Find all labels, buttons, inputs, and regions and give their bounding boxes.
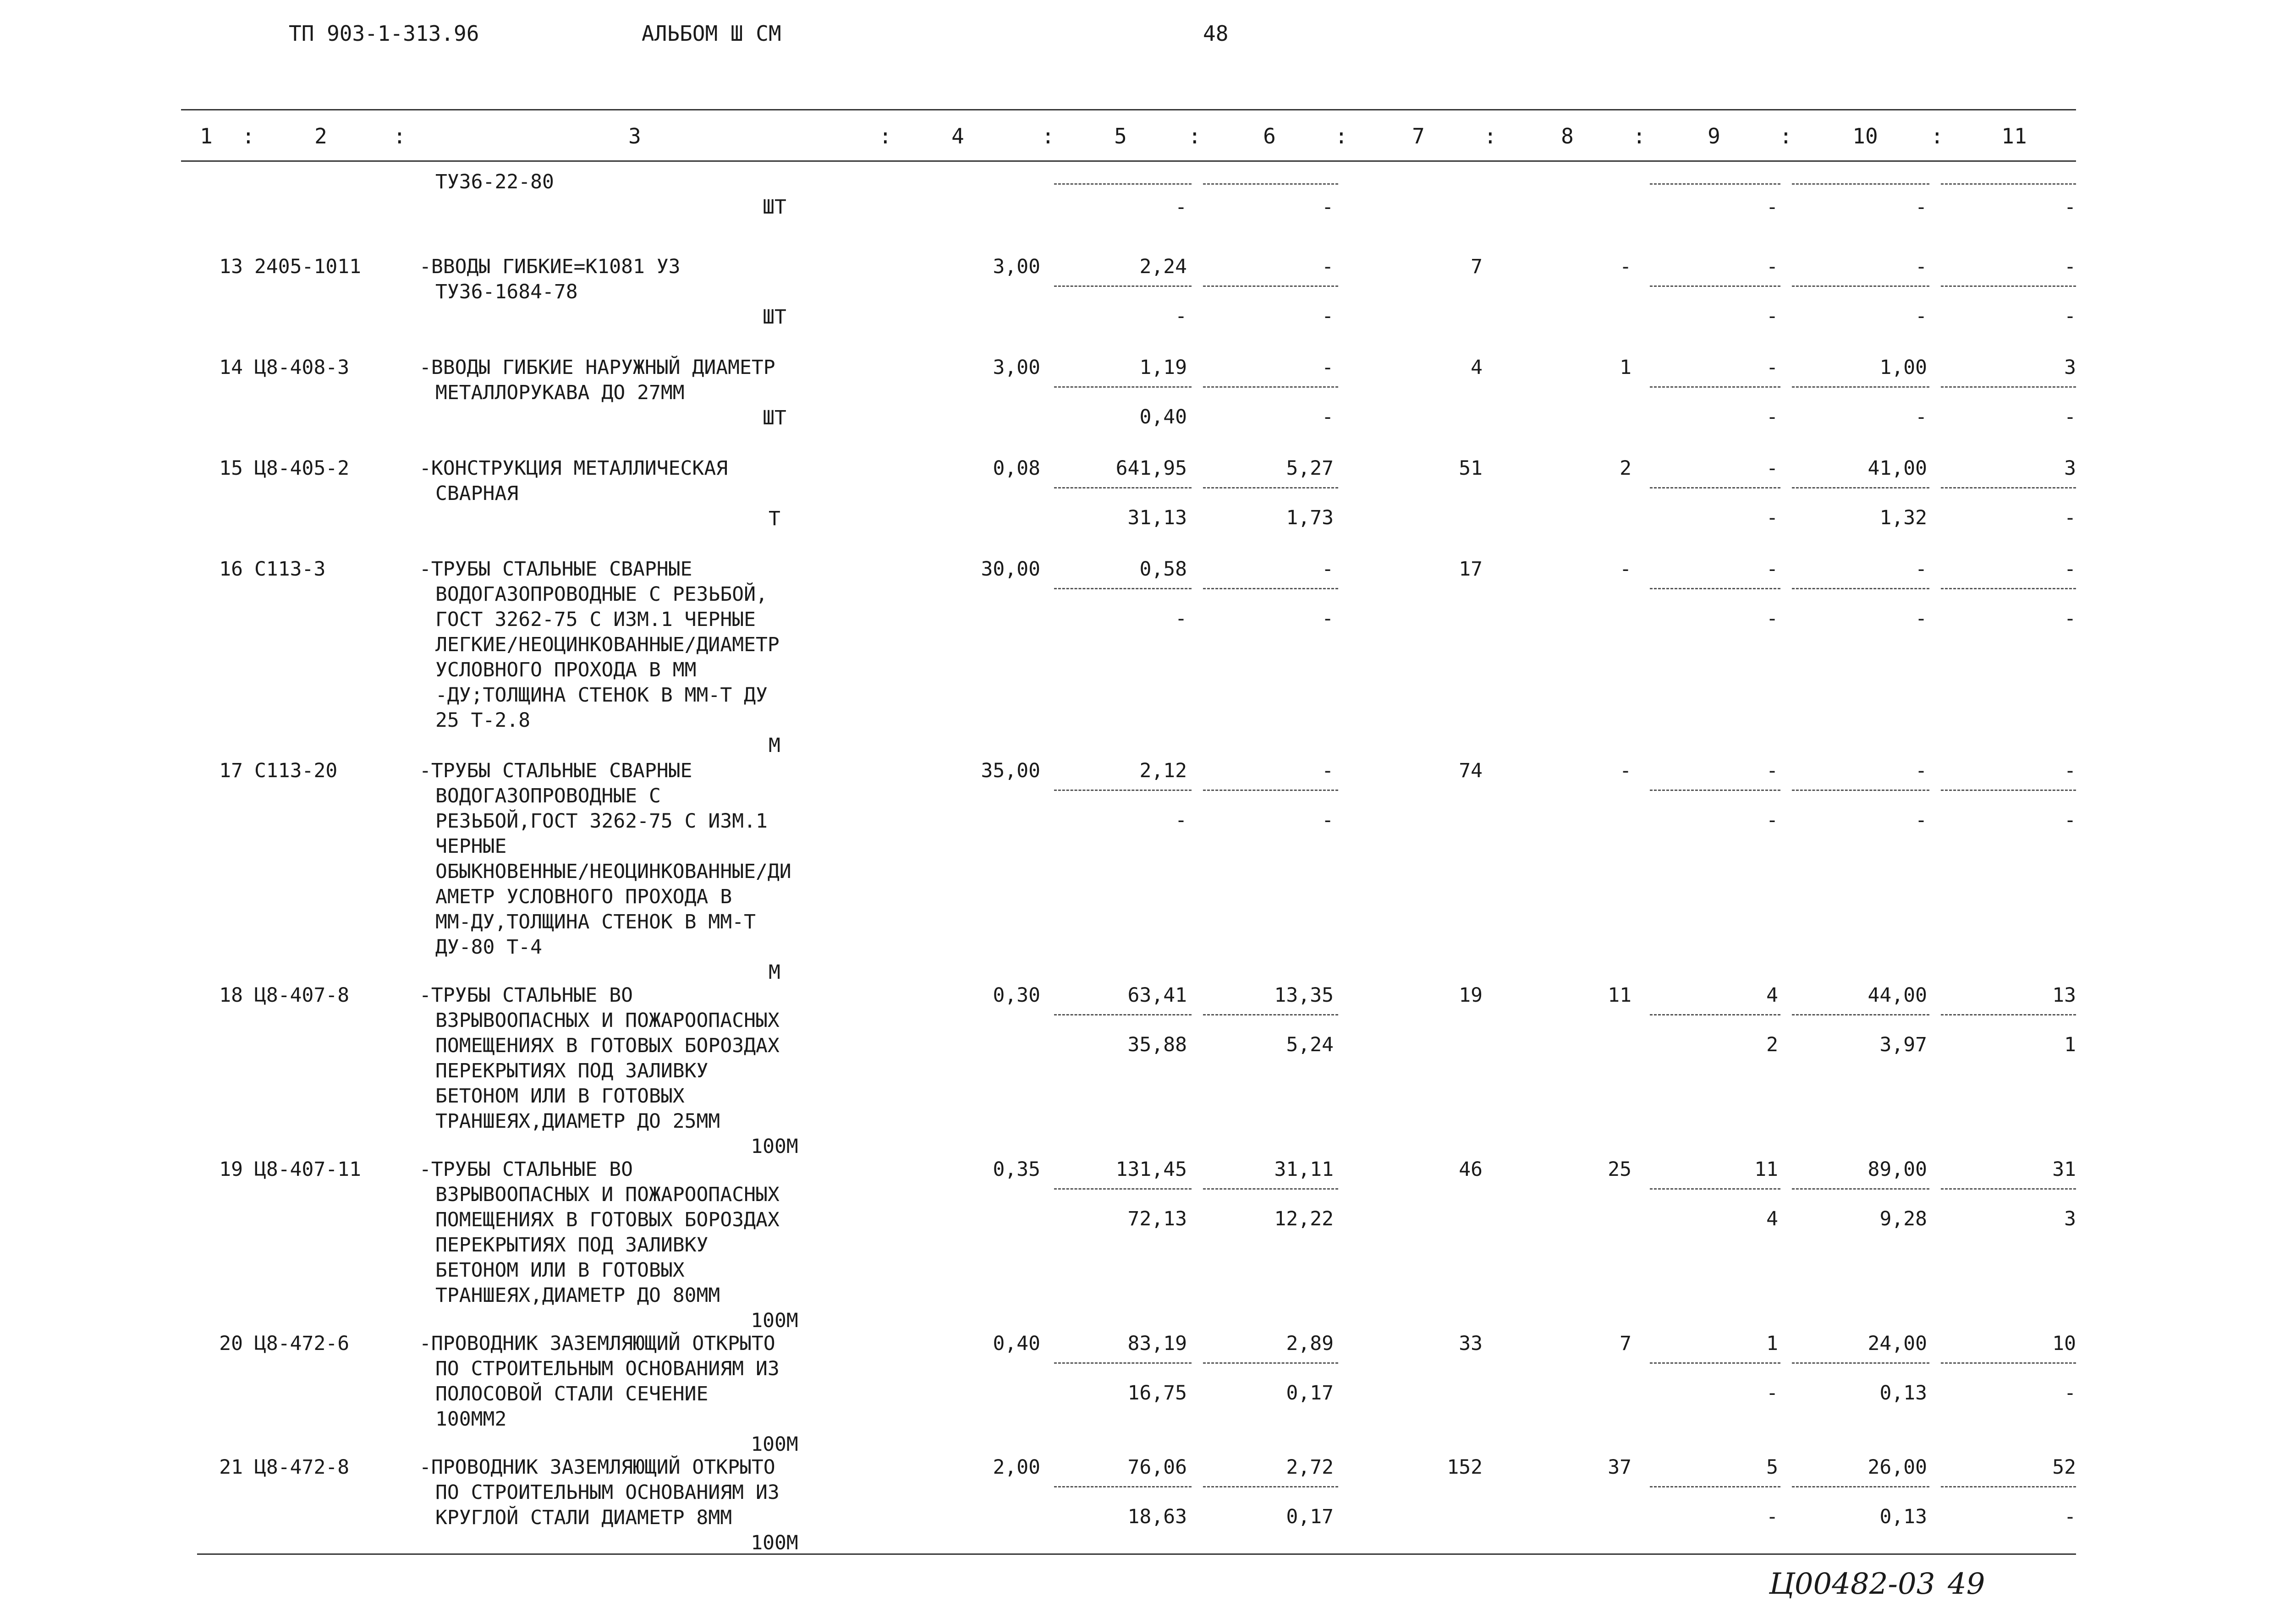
subtotal-divider [1203, 285, 1338, 287]
subtotal-divider [1203, 1362, 1338, 1364]
cell-c10b: 9,28 [1879, 1207, 1927, 1230]
subtotal-divider [1941, 386, 2076, 388]
row-description: МЕТАЛЛОРУКАВА ДО 27ММ [435, 381, 685, 404]
row-description: ВЗРЫВООПАСНЫХ И ПОЖАРООПАСНЫХ [435, 1009, 780, 1032]
cell-c6b: - [1322, 809, 1334, 832]
cell-c4: 3,00 [993, 255, 1040, 278]
cell-c5a: 2,12 [1139, 759, 1187, 782]
cell-c9a: - [1766, 356, 1778, 379]
cell-c5b: - [1175, 305, 1187, 328]
cell-c10a: - [1915, 759, 1927, 782]
cell-c4: 35,00 [981, 759, 1040, 782]
row-code: 2405-1011 [254, 255, 361, 278]
handwritten-page: 49 [1948, 1567, 1985, 1601]
cell-c6a: 2,89 [1286, 1332, 1334, 1355]
column-separator: : [242, 124, 255, 148]
subtotal-divider [1203, 1188, 1338, 1190]
subtotal-divider [1792, 1188, 1929, 1190]
row-description: БЕТОНОМ ИЛИ В ГОТОВЫХ [435, 1085, 685, 1108]
cell-c8: - [1620, 759, 1631, 782]
subtotal-divider [1203, 790, 1338, 791]
cell-c5a: 83,19 [1127, 1332, 1187, 1355]
cell-c9b: 2 [1766, 1033, 1778, 1056]
subtotal-divider [1650, 588, 1780, 589]
column-header-8: 8 [1561, 124, 1574, 148]
cell-c11b: 1 [2064, 1033, 2076, 1056]
cell-c9b: - [1766, 406, 1778, 428]
row-description: АМЕТР УСЛОВНОГО ПРОХОДА В [435, 885, 732, 908]
subtotal-divider [1203, 183, 1338, 185]
row-description: ТУ36-1684-78 [435, 280, 578, 303]
cell-c8: 37 [1608, 1456, 1631, 1479]
subtotal-divider [1054, 1188, 1192, 1190]
cell-c10b: 0,13 [1879, 1505, 1927, 1528]
column-header-4: 4 [951, 124, 964, 148]
row-description: ВОДОГАЗОПРОВОДНЫЕ С [435, 785, 661, 807]
row-description: ПО СТРОИТЕЛЬНЫМ ОСНОВАНИЯМ ИЗ [435, 1481, 780, 1504]
row-description: 100ММ2 [435, 1408, 507, 1431]
cell-c7: 4 [1471, 356, 1483, 379]
row-description: ОБЫКНОВЕННЫЕ/НЕОЦИНКОВАННЫЕ/ДИ [435, 860, 791, 883]
subtotal-divider [1792, 1362, 1929, 1364]
row-number: 17 [219, 759, 243, 782]
row-unit: 100М [751, 1309, 798, 1332]
cell-c9b: - [1766, 607, 1778, 630]
cell-c9a: 1 [1766, 1332, 1778, 1355]
row-description: РЕЗЬБОЙ,ГОСТ 3262-75 С ИЗМ.1 [435, 810, 768, 833]
cell-c6b: 12,22 [1274, 1207, 1334, 1230]
row-description: -ТРУБЫ СТАЛЬНЫЕ СВАРНЫЕ [419, 558, 692, 581]
row-description: -ПРОВОДНИК ЗАЗЕМЛЯЮЩИЙ ОТКРЫТО [419, 1456, 775, 1479]
cell-c10b: 0,13 [1879, 1382, 1927, 1405]
cell-c6a: 2,72 [1286, 1456, 1334, 1479]
row-unit: ШТ [763, 406, 786, 429]
cell-c8: 25 [1608, 1158, 1631, 1181]
cell-c4: 30,00 [981, 558, 1040, 581]
subtotal-divider [1650, 285, 1780, 287]
column-header-10: 10 [1852, 124, 1878, 148]
row-number: 20 [219, 1332, 243, 1355]
cell-c11b: - [2064, 406, 2076, 428]
subtotal-divider [1054, 1486, 1192, 1487]
row-description: БЕТОНОМ ИЛИ В ГОТОВЫХ [435, 1259, 685, 1282]
row-description: ТРАНШЕЯХ,ДИАМЕТР ДО 25ММ [435, 1110, 720, 1133]
cell-c10b: - [1915, 406, 1927, 428]
row-code: С113-3 [254, 558, 326, 581]
cell-c8: 1 [1620, 356, 1631, 379]
cell-c11a: 31 [2052, 1158, 2076, 1181]
subtotal-divider [1941, 1188, 2076, 1190]
cell-c5b: - [1175, 809, 1187, 832]
cell-c5a: 131,45 [1115, 1158, 1187, 1181]
cell-c6b: - [1322, 607, 1334, 630]
subtotal-divider [1054, 386, 1192, 388]
continuation-description: ТУ36-22-80 [435, 170, 554, 193]
row-number: 14 [219, 356, 243, 379]
cell-c9b: - [1766, 1382, 1778, 1405]
subtotal-divider [1941, 487, 2076, 488]
row-description: -ТРУБЫ СТАЛЬНЫЕ СВАРНЫЕ [419, 759, 692, 782]
subtotal-divider [1203, 588, 1338, 589]
cell-c5b: - [1175, 607, 1187, 630]
cell-c10a: - [1915, 558, 1927, 581]
cell-c10b: - [1915, 809, 1927, 832]
cell-c6a: - [1322, 558, 1334, 581]
subtotal-divider [1650, 1486, 1780, 1487]
cell-c7: 74 [1459, 759, 1483, 782]
cell-c10a: 41,00 [1868, 457, 1927, 480]
row-unit: Т [769, 507, 780, 530]
column-header-7: 7 [1412, 124, 1425, 148]
subtotal-divider [1941, 1014, 2076, 1015]
cell-c6a: 5,27 [1286, 457, 1334, 480]
subtotal-divider [1941, 285, 2076, 287]
subtotal-divider [1054, 285, 1192, 287]
subtotal-divider [1054, 183, 1192, 185]
header-bottom-rule [181, 160, 2076, 162]
cell-c5a: 641,95 [1115, 457, 1187, 480]
cell-c4: 2,00 [993, 1456, 1040, 1479]
row-code: С113-20 [254, 759, 338, 782]
row-description: ПЕРЕКРЫТИЯХ ПОД ЗАЛИВКУ [435, 1059, 709, 1082]
cell-c10a: - [1915, 255, 1927, 278]
cell-c9a: 4 [1766, 984, 1778, 1007]
row-description: 25 Т-2.8 [435, 709, 531, 732]
cell-c8: 11 [1608, 984, 1631, 1007]
subtotal-divider [1650, 790, 1780, 791]
cell-c6a: - [1322, 759, 1334, 782]
cell-c4: 0,08 [993, 457, 1040, 480]
cell-c6a: - [1322, 255, 1334, 278]
cell-c10b: 1,32 [1879, 506, 1927, 529]
column-header-5: 5 [1114, 124, 1127, 148]
cell-c10b: - [1915, 305, 1927, 328]
column-separator: : [1335, 124, 1348, 148]
continuation-unit: ШТ [763, 196, 786, 219]
row-description: -ТРУБЫ СТАЛЬНЫЕ ВО [419, 1158, 633, 1181]
cell-c7: 51 [1459, 457, 1483, 480]
row-description: -ПРОВОДНИК ЗАЗЕМЛЯЮЩИЙ ОТКРЫТО [419, 1332, 775, 1355]
column-separator: : [393, 124, 406, 148]
row-unit: 100М [751, 1135, 798, 1158]
column-header-3: 3 [628, 124, 641, 148]
subtotal-divider [1054, 790, 1192, 791]
subtotal-divider [1941, 183, 2076, 185]
cell-c9b: - [1766, 196, 1778, 219]
row-description: ЛЕГКИЕ/НЕОЦИНКОВАННЫЕ/ДИАМЕТР [435, 633, 780, 656]
cell-c6b: 5,24 [1286, 1033, 1334, 1056]
cell-c11b: - [2064, 506, 2076, 529]
cell-c10b: - [1915, 607, 1927, 630]
cell-c11b: 3 [2064, 1207, 2076, 1230]
cell-c5a: 1,19 [1139, 356, 1187, 379]
column-separator: : [1484, 124, 1497, 148]
row-code: Ц8-408-3 [254, 356, 350, 379]
row-description: -ВВОДЫ ГИБКИЕ=К1081 У3 [419, 255, 681, 278]
column-separator: : [1633, 124, 1646, 148]
table-bottom-rule [197, 1553, 2076, 1555]
row-unit: М [769, 961, 780, 984]
row-code: Ц8-407-11 [254, 1158, 361, 1181]
cell-c11a: 52 [2052, 1456, 2076, 1479]
cell-c8: - [1620, 558, 1631, 581]
cell-c5a: 63,41 [1127, 984, 1187, 1007]
column-header-2: 2 [314, 124, 327, 148]
row-code: Ц8-472-6 [254, 1332, 350, 1355]
cell-c11a: - [2064, 255, 2076, 278]
cell-c4: 3,00 [993, 356, 1040, 379]
column-header-11: 11 [2001, 124, 2027, 148]
cell-c9b: - [1766, 506, 1778, 529]
subtotal-divider [1941, 1486, 2076, 1487]
subtotal-divider [1203, 1486, 1338, 1487]
row-number: 21 [219, 1456, 243, 1479]
album-label: АЛЬБОМ Ш СМ [642, 21, 781, 46]
row-description: ММ-ДУ,ТОЛЩИНА СТЕНОК В ММ-Т [435, 911, 756, 933]
cell-c9a: - [1766, 558, 1778, 581]
cell-c5a: 0,58 [1139, 558, 1187, 581]
subtotal-divider [1941, 790, 2076, 791]
subtotal-divider [1650, 1014, 1780, 1015]
cell-c7: 152 [1447, 1456, 1483, 1479]
row-description: -ТРУБЫ СТАЛЬНЫЕ ВО [419, 984, 633, 1007]
cell-c9a: - [1766, 457, 1778, 480]
row-unit: ШТ [763, 306, 786, 329]
header-top-rule [181, 109, 2076, 110]
cell-c11b: - [2064, 809, 2076, 832]
cell-c7: 33 [1459, 1332, 1483, 1355]
cell-c11b: - [2064, 305, 2076, 328]
cell-c7: 7 [1471, 255, 1483, 278]
cell-c6b: 1,73 [1286, 506, 1334, 529]
row-unit: 100М [751, 1433, 798, 1456]
cell-c9b: - [1766, 809, 1778, 832]
row-number: 15 [219, 457, 243, 480]
cell-c11a: - [2064, 759, 2076, 782]
cell-c6b: - [1322, 406, 1334, 428]
row-description: ПОМЕЩЕНИЯХ В ГОТОВЫХ БОРОЗДАХ [435, 1208, 780, 1231]
row-description: ЧЕРНЫЕ [435, 835, 507, 858]
cell-c11b: - [2064, 196, 2076, 219]
cell-c4: 0,40 [993, 1332, 1040, 1355]
row-description: ПЕРЕКРЫТИЯХ ПОД ЗАЛИВКУ [435, 1234, 709, 1256]
cell-c8: 2 [1620, 457, 1631, 480]
cell-c9a: - [1766, 255, 1778, 278]
cell-c11a: 13 [2052, 984, 2076, 1007]
subtotal-divider [1792, 487, 1929, 488]
cell-c6b: 0,17 [1286, 1382, 1334, 1405]
cell-c11a: 3 [2064, 356, 2076, 379]
subtotal-divider [1203, 386, 1338, 388]
cell-c6a: 31,11 [1274, 1158, 1334, 1181]
cell-c10b: 3,97 [1879, 1033, 1927, 1056]
row-description: ДУ-80 Т-4 [435, 936, 542, 959]
row-description: ТРАНШЕЯХ,ДИАМЕТР ДО 80ММ [435, 1284, 720, 1307]
cell-c5a: 76,06 [1127, 1456, 1187, 1479]
cell-c7: 46 [1459, 1158, 1483, 1181]
subtotal-divider [1792, 1486, 1929, 1487]
subtotal-divider [1650, 1188, 1780, 1190]
row-description: ВОДОГАЗОПРОВОДНЫЕ С РЕЗЬБОЙ, [435, 583, 768, 606]
subtotal-divider [1792, 790, 1929, 791]
subtotal-divider [1054, 1362, 1192, 1364]
row-number: 18 [219, 984, 243, 1007]
row-description: ГОСТ 3262-75 С ИЗМ.1 ЧЕРНЫЕ [435, 608, 756, 631]
row-number: 19 [219, 1158, 243, 1181]
row-description: -ДУ;ТОЛЩИНА СТЕНОК В ММ-Т ДУ [435, 684, 768, 707]
subtotal-divider [1792, 285, 1929, 287]
column-separator: : [1931, 124, 1944, 148]
cell-c5b: 31,13 [1127, 506, 1187, 529]
row-description: -ВВОДЫ ГИБКИЕ НАРУЖНЫЙ ДИАМЕТР [419, 356, 775, 379]
cell-c11b: - [2064, 1505, 2076, 1528]
cell-c10a: 44,00 [1868, 984, 1927, 1007]
row-description: ПОМЕЩЕНИЯХ В ГОТОВЫХ БОРОЗДАХ [435, 1034, 780, 1057]
column-header-1: 1 [200, 124, 213, 148]
cell-c4: 0,30 [993, 984, 1040, 1007]
subtotal-divider [1054, 487, 1192, 488]
row-description: ПО СТРОИТЕЛЬНЫМ ОСНОВАНИЯМ ИЗ [435, 1357, 780, 1380]
cell-c4: 0,35 [993, 1158, 1040, 1181]
subtotal-divider [1941, 1362, 2076, 1364]
document-code: ТП 903-1-313.96 [289, 21, 479, 46]
subtotal-divider [1650, 487, 1780, 488]
cell-c11a: - [2064, 558, 2076, 581]
cell-c6a: - [1322, 356, 1334, 379]
subtotal-divider [1054, 1014, 1192, 1015]
page-number: 48 [1203, 21, 1229, 46]
cell-c5b: 16,75 [1127, 1382, 1187, 1405]
row-unit: 100М [751, 1531, 798, 1554]
row-description: КРУГЛОЙ СТАЛИ ДИАМЕТР 8ММ [435, 1506, 732, 1529]
cell-c10a: 24,00 [1868, 1332, 1927, 1355]
row-description: СВАРНАЯ [435, 482, 519, 505]
cell-c10a: 89,00 [1868, 1158, 1927, 1181]
column-separator: : [1042, 124, 1055, 148]
subtotal-divider [1650, 386, 1780, 388]
subtotal-divider [1203, 487, 1338, 488]
cell-c11a: 3 [2064, 457, 2076, 480]
subtotal-divider [1054, 588, 1192, 589]
cell-c6b: - [1322, 196, 1334, 219]
row-code: Ц8-405-2 [254, 457, 350, 480]
cell-c5b: 18,63 [1127, 1505, 1187, 1528]
cell-c5b: 72,13 [1127, 1207, 1187, 1230]
row-number: 13 [219, 255, 243, 278]
row-code: Ц8-472-8 [254, 1456, 350, 1479]
cell-c9b: 4 [1766, 1207, 1778, 1230]
column-header-9: 9 [1708, 124, 1720, 148]
column-separator: : [879, 124, 892, 148]
cell-c9a: - [1766, 759, 1778, 782]
subtotal-divider [1650, 1362, 1780, 1364]
cell-c5b: 35,88 [1127, 1033, 1187, 1056]
cell-c8: 7 [1620, 1332, 1631, 1355]
cell-c5b: 0,40 [1139, 406, 1187, 428]
row-description: -КОНСТРУКЦИЯ МЕТАЛЛИЧЕСКАЯ [419, 457, 728, 480]
subtotal-divider [1650, 183, 1780, 185]
cell-c10a: 26,00 [1868, 1456, 1927, 1479]
cell-c6b: - [1322, 305, 1334, 328]
cell-c6a: 13,35 [1274, 984, 1334, 1007]
cell-c7: 19 [1459, 984, 1483, 1007]
cell-c11a: 10 [2052, 1332, 2076, 1355]
cell-c9a: 5 [1766, 1456, 1778, 1479]
cell-c8: - [1620, 255, 1631, 278]
subtotal-divider [1941, 588, 2076, 589]
row-description: ПОЛОСОВОЙ СТАЛИ СЕЧЕНИЕ [435, 1383, 709, 1405]
subtotal-divider [1203, 1014, 1338, 1015]
cell-c10a: 1,00 [1879, 356, 1927, 379]
row-code: Ц8-407-8 [254, 984, 350, 1007]
cell-c9a: 11 [1754, 1158, 1778, 1181]
cell-c9b: - [1766, 1505, 1778, 1528]
column-separator: : [1188, 124, 1201, 148]
cell-c5b: - [1175, 196, 1187, 219]
row-description: ВЗРЫВООПАСНЫХ И ПОЖАРООПАСНЫХ [435, 1183, 780, 1206]
cell-c11b: - [2064, 1382, 2076, 1405]
cell-c10b: - [1915, 196, 1927, 219]
cell-c5a: 2,24 [1139, 255, 1187, 278]
subtotal-divider [1792, 183, 1929, 185]
row-number: 16 [219, 558, 243, 581]
cell-c7: 17 [1459, 558, 1483, 581]
subtotal-divider [1792, 1014, 1929, 1015]
subtotal-divider [1792, 386, 1929, 388]
cell-c9b: - [1766, 305, 1778, 328]
row-description: УСЛОВНОГО ПРОХОДА В ММ [435, 658, 697, 681]
column-header-6: 6 [1263, 124, 1276, 148]
cell-c6b: 0,17 [1286, 1505, 1334, 1528]
column-separator: : [1780, 124, 1792, 148]
handwritten-code: Ц00482-03 [1769, 1567, 1935, 1601]
cell-c11b: - [2064, 607, 2076, 630]
row-unit: М [769, 734, 780, 757]
subtotal-divider [1792, 588, 1929, 589]
